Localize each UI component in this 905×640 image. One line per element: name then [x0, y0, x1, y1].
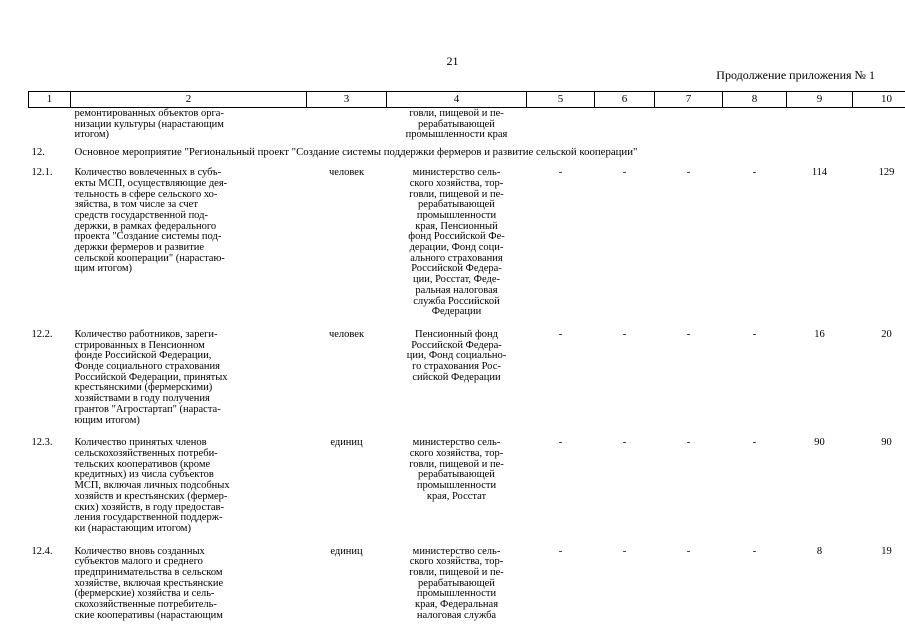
row-number: 12.2.: [31, 328, 53, 340]
value-col8: -: [752, 328, 757, 340]
value-col6: -: [622, 328, 627, 340]
value-col6: -: [622, 167, 627, 179]
unit: единиц: [330, 545, 363, 557]
value-col9: 16: [814, 328, 825, 340]
value-col9: 8: [816, 545, 823, 557]
column-header-9: 9: [787, 92, 853, 108]
value-col10: 90: [881, 437, 892, 449]
responsible-org: Пенсионный фонд Российской Федера- ции, Фонд социально- го страхования Рос- сийской Федерации: [406, 328, 507, 383]
column-header-6: 6: [595, 92, 655, 108]
value-col5: -: [558, 167, 563, 179]
column-number-row: [29, 92, 905, 108]
section-number: 12.: [31, 146, 45, 159]
value-col10: 129: [878, 167, 895, 179]
value-col7: -: [686, 437, 691, 449]
carry-over-row: [29, 108, 905, 142]
row-number: 12.4.: [31, 545, 53, 557]
column-header-7: 7: [655, 92, 723, 108]
column-header-3: 3: [307, 92, 387, 108]
value-col8: -: [752, 437, 757, 449]
value-col7: -: [686, 328, 691, 340]
indicator-name: Количество принятых членов сельскохозяйственных потреби- тельских кооперативов (кроме кредитных) из числа субъектов МСП, включая личных подсобных хозяйств и крестьянских (фермер- ских) хозяйств, в году предостав- ления государственной поддерж- ки (нарастающим итогом): [74, 437, 230, 534]
value-col6: -: [622, 437, 627, 449]
column-header-5: 5: [527, 92, 595, 108]
column-header-4: 4: [387, 92, 527, 108]
value-col7: -: [686, 167, 691, 179]
row-number: 12.1.: [31, 167, 53, 179]
table-row: [29, 541, 905, 628]
indicators-table: [28, 91, 905, 628]
value-col6: -: [622, 545, 627, 557]
appendix-continuation-label: Продолжение приложения № 1: [716, 68, 875, 82]
responsible-org: министерство сель- ского хозяйства, тор- говли, пищевой и пе- рерабатывающей промышленности края, Росстат: [409, 437, 504, 502]
value-col9: 114: [811, 167, 828, 179]
section-title: Основное мероприятие "Региональный проект "Создание системы поддержки фермеров и развитие сельской кооперации": [74, 146, 638, 159]
row-number: 12.3.: [31, 437, 53, 449]
carry-over-name: ремонтированных объектов орга- низации культуры (нарастающим итогом): [74, 108, 224, 141]
value-col10: 20: [881, 328, 892, 340]
unit: человек: [328, 167, 365, 179]
responsible-org: министерство сель- ского хозяйства, тор- говли, пищевой и пе- рерабатывающей промышленности края, Федеральная налоговая служба: [409, 545, 504, 621]
value-col10: 19: [881, 545, 892, 557]
value-col5: -: [558, 545, 563, 557]
table-row: [29, 432, 905, 540]
section-row: [29, 141, 905, 162]
column-header-2: 2: [71, 92, 307, 108]
column-header-8: 8: [723, 92, 787, 108]
unit: человек: [328, 328, 365, 340]
indicator-name: Количество вовлеченных в субъ- екты МСП, осуществляющие дея- тельность в сфере сельского хо- зяйства, в том числе за счет средств государственной под- держки, в рамках федерального проекта "Создание системы под- держки фермеров и развитие сельской кооперации" (нарастаю- щим итогом): [74, 167, 228, 275]
column-header-10: 10: [853, 92, 905, 108]
unit: единиц: [330, 437, 363, 449]
table-row: [29, 162, 905, 324]
indicator-name: Количество работников, зареги- стрированных в Пенсионном фонде Российской Федерации, Фонде социального страхования Российской Федерации, принятых крестьянскими (фермерскими) хозяйствами в году получения грантов "Агростартап" (нараста- ющим итогом): [74, 328, 228, 426]
carry-over-org: говли, пищевой и пе- рерабатывающей промышленности края: [405, 108, 508, 141]
responsible-org: министерство сель- ского хозяйства, тор- говли, пищевой и пе- рерабатывающей промышленности края, Пенсионный фонд Российской Фе- дерации, Фонд соци- ального страхования Российской Федера- ции, Росстат, Феде- ральная налоговая служба Российской Федерации: [408, 167, 505, 318]
value-col5: -: [558, 437, 563, 449]
value-col5: -: [558, 328, 563, 340]
value-col8: -: [752, 545, 757, 557]
indicator-name: Количество вновь созданных субъектов малого и среднего предпринимательства в сельском хозяйстве, включая крестьянские (фермерские) хозяйства и сель- скохозяйственные потребитель- ские кооперативы (нарастающим: [74, 545, 224, 621]
value-col7: -: [686, 545, 691, 557]
value-col9: 90: [814, 437, 825, 449]
column-header-1: 1: [29, 92, 71, 108]
value-col8: -: [752, 167, 757, 179]
page-number: 21: [446, 54, 459, 68]
table-row: [29, 324, 905, 432]
